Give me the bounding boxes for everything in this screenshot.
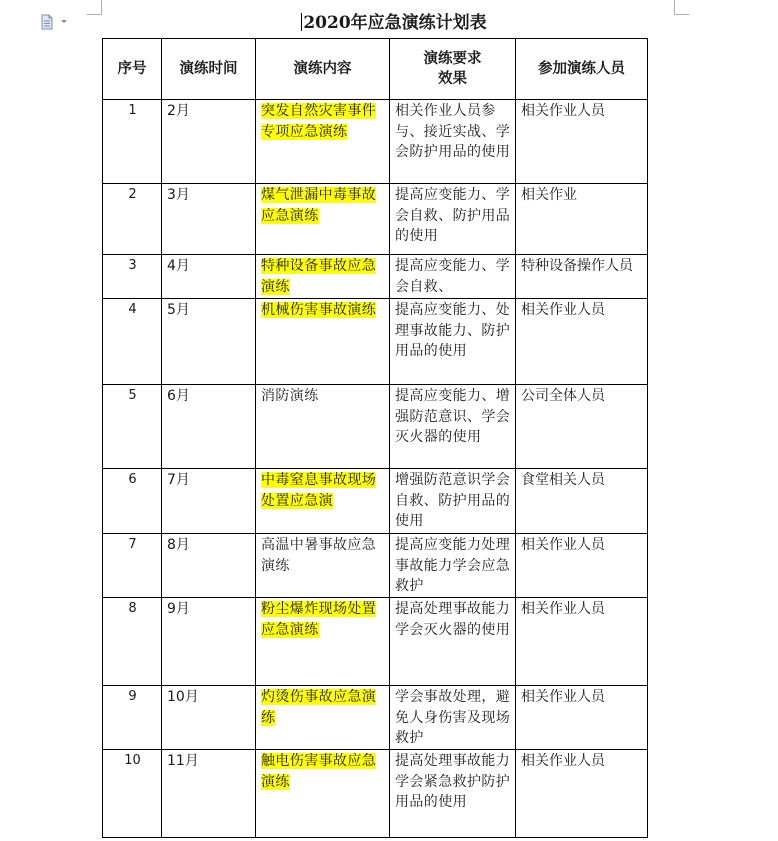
table-row bbox=[103, 534, 648, 598]
row-content-text: 消防演练 bbox=[261, 388, 319, 404]
header-time: 演练时间 bbox=[162, 39, 256, 100]
row-effect: 提高应变能力、学会自救、防护用品的使用 bbox=[390, 184, 516, 255]
row-people: 相关作业人员 bbox=[516, 534, 648, 598]
row-content bbox=[256, 534, 390, 598]
row-people: 特种设备操作人员 bbox=[516, 255, 648, 299]
row-people: 食堂相关人员 bbox=[516, 469, 648, 534]
table-row bbox=[103, 299, 648, 385]
row-people: 相关作业人员 bbox=[516, 299, 648, 385]
document-title[interactable] bbox=[0, 12, 778, 34]
table-row bbox=[103, 750, 648, 838]
row-time: 9月 bbox=[162, 598, 256, 686]
table-row bbox=[103, 686, 648, 750]
row-number: 9 bbox=[103, 686, 162, 750]
table-row bbox=[103, 469, 648, 534]
row-content bbox=[256, 750, 390, 838]
table-header-row bbox=[103, 39, 648, 100]
row-people: 公司全体人员 bbox=[516, 385, 648, 469]
row-number: 3 bbox=[103, 255, 162, 299]
row-people: 相关作业 bbox=[516, 184, 648, 255]
header-number: 序号 bbox=[103, 39, 162, 100]
table-row bbox=[103, 385, 648, 469]
row-people: 相关作业人员 bbox=[516, 598, 648, 686]
drill-plan-table bbox=[102, 38, 648, 838]
row-number: 10 bbox=[103, 750, 162, 838]
row-effect: 增强防范意识学会自救、防护用品的使用 bbox=[390, 469, 516, 534]
row-people: 相关作业人员 bbox=[516, 750, 648, 838]
row-content bbox=[256, 255, 390, 299]
row-content-text: 灼烫伤事故应急演练 bbox=[261, 689, 377, 726]
row-effect: 提高应变能力、学会自救、 bbox=[390, 255, 516, 299]
header-effect bbox=[390, 39, 516, 100]
row-content bbox=[256, 184, 390, 255]
row-effect: 学会事故处理，避免人身伤害及现场救护 bbox=[390, 686, 516, 750]
table-row bbox=[103, 100, 648, 184]
row-effect: 提高处理事故能力学会灭火器的使用 bbox=[390, 598, 516, 686]
document-title-text: 2020年应急演练计划表 bbox=[303, 13, 487, 33]
row-content-text: 中毒窒息事故现场处置应急演 bbox=[261, 472, 377, 509]
row-content-text: 煤气泄漏中毒事故应急演练 bbox=[261, 187, 377, 224]
row-time: 7月 bbox=[162, 469, 256, 534]
table-row bbox=[103, 184, 648, 255]
row-people: 相关作业人员 bbox=[516, 100, 648, 184]
row-content-text: 粉尘爆炸现场处置应急演练 bbox=[261, 601, 377, 638]
row-content-text: 机械伤害事故演练 bbox=[261, 302, 377, 318]
row-content bbox=[256, 469, 390, 534]
row-number: 8 bbox=[103, 598, 162, 686]
row-content-text: 高温中暑事故应急演练 bbox=[261, 537, 377, 574]
row-time: 6月 bbox=[162, 385, 256, 469]
row-content-text: 突发自然灾害事件专项应急演练 bbox=[261, 103, 377, 140]
row-effect: 提高应变能力、处理事故能力、防护用品的使用 bbox=[390, 299, 516, 385]
row-number: 2 bbox=[103, 184, 162, 255]
header-effect-line2: 效果 bbox=[438, 71, 467, 87]
row-number: 7 bbox=[103, 534, 162, 598]
row-number: 4 bbox=[103, 299, 162, 385]
row-number: 1 bbox=[103, 100, 162, 184]
row-number: 5 bbox=[103, 385, 162, 469]
row-time: 3月 bbox=[162, 184, 256, 255]
row-time: 2月 bbox=[162, 100, 256, 184]
table-row bbox=[103, 598, 648, 686]
row-content bbox=[256, 686, 390, 750]
header-effect-line1: 演练要求 bbox=[423, 50, 482, 67]
row-effect: 提高处理事故能力学会紧急救护防护用品的使用 bbox=[390, 750, 516, 838]
row-people: 相关作业人员 bbox=[516, 686, 648, 750]
table-row bbox=[103, 255, 648, 299]
row-time: 11月 bbox=[162, 750, 256, 838]
row-effect: 提高应变能力处理事故能力学会应急救护 bbox=[390, 534, 516, 598]
row-effect: 提高应变能力、增强防范意识、学会灭火器的使用 bbox=[390, 385, 516, 469]
row-content-text: 触电伤害事故应急演练 bbox=[261, 753, 377, 790]
header-people: 参加演练人员 bbox=[516, 39, 648, 100]
row-number: 6 bbox=[103, 469, 162, 534]
row-content bbox=[256, 598, 390, 686]
row-content-text: 特种设备事故应急演练 bbox=[261, 258, 377, 295]
row-content bbox=[256, 299, 390, 385]
row-time: 5月 bbox=[162, 299, 256, 385]
row-content bbox=[256, 385, 390, 469]
row-time: 4月 bbox=[162, 255, 256, 299]
row-time: 10月 bbox=[162, 686, 256, 750]
row-effect: 相关作业人员参与、接近实战、学会防护用品的使用 bbox=[390, 100, 516, 184]
row-content bbox=[256, 100, 390, 184]
header-content: 演练内容 bbox=[256, 39, 390, 100]
row-time: 8月 bbox=[162, 534, 256, 598]
